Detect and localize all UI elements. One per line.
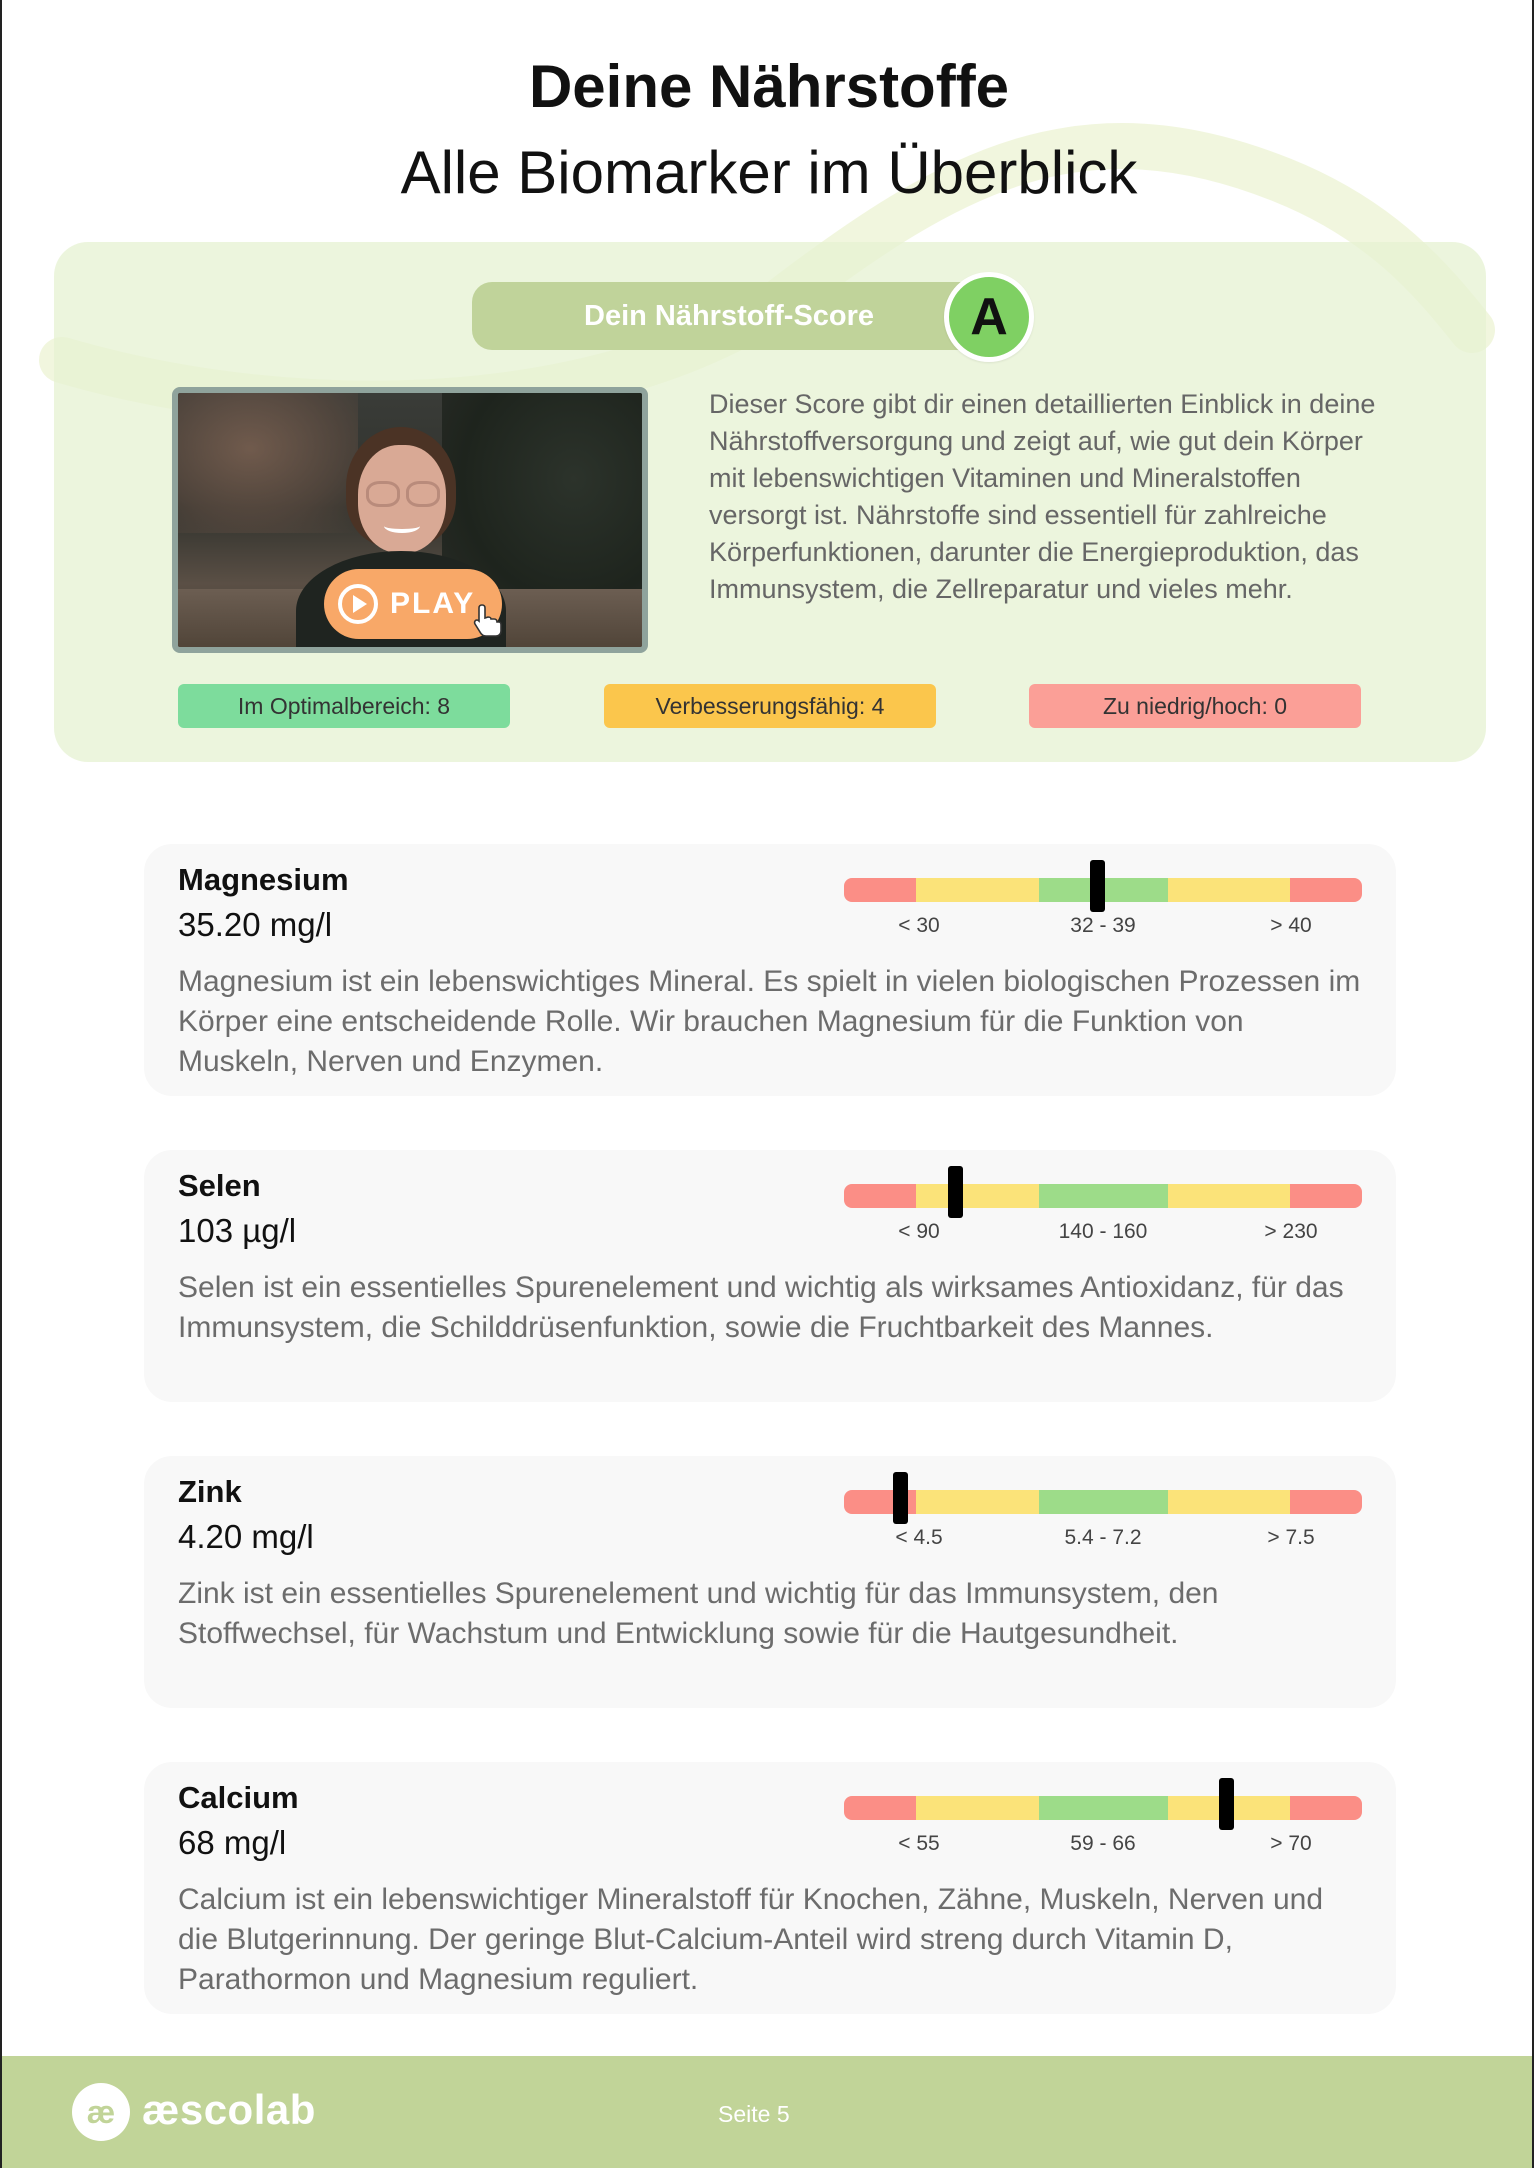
biomarker-value: 4.20 mg/l xyxy=(178,1518,314,1555)
glasses-left xyxy=(366,481,400,507)
biomarker-value: 35.20 mg/l xyxy=(178,906,333,943)
video-thumbnail[interactable] xyxy=(172,387,648,653)
range-bar xyxy=(844,1490,1362,1514)
biomarker-card-zink xyxy=(144,1456,1396,1708)
biomarker-card-magnesium xyxy=(144,844,1396,1096)
tick-high: > 7.5 xyxy=(1267,1526,1315,1549)
logo-mark: æ xyxy=(72,2083,130,2141)
range-bar xyxy=(844,1184,1362,1208)
tick-low: < 4.5 xyxy=(895,1526,943,1549)
tick-optimal: 59 - 66 xyxy=(1070,1832,1136,1855)
range-segment-high xyxy=(1290,878,1362,902)
page-footer xyxy=(2,2056,1534,2168)
range-segment-borderline-low xyxy=(916,1490,1039,1514)
biomarker-name: Selen xyxy=(178,1168,261,1203)
page-title: Deine Nährstoffe xyxy=(528,53,1010,120)
value-marker xyxy=(893,1472,908,1524)
value-marker xyxy=(1219,1778,1234,1830)
value-marker xyxy=(1090,860,1105,912)
tick-high: > 230 xyxy=(1264,1220,1318,1243)
logo-text: æscolab xyxy=(142,2086,316,2133)
range-segment-borderline-high xyxy=(1168,1490,1290,1514)
biomarker-card-calcium xyxy=(144,1762,1396,2014)
video-background xyxy=(178,393,358,533)
range-segment-optimal xyxy=(1039,1184,1168,1208)
score-grade-badge: A xyxy=(944,272,1034,362)
biomarker-value: 68 mg/l xyxy=(178,1824,287,1861)
biomarker-description: Calcium ist ein lebenswichtiger Mineralstoff für Knochen, Zähne, Muskeln, Nerven und die Blutgerinnung. Der geringe Blut-Calcium-Anteil wird streng durch Vitamin D, Parathormon und Magnesium reguliert. xyxy=(178,1883,1324,1996)
tick-high: > 40 xyxy=(1270,914,1312,937)
range-segment-low xyxy=(844,878,916,902)
tick-high: > 70 xyxy=(1270,1832,1312,1855)
stat-optimal: Im Optimalbereich: 8 xyxy=(178,684,510,728)
biomarker-name: Calcium xyxy=(178,1780,299,1815)
stat-out-of-range: Zu niedrig/hoch: 0 xyxy=(1029,684,1361,728)
range-segment-optimal xyxy=(1039,1490,1168,1514)
hand-pointer-icon xyxy=(472,603,502,637)
biomarker-description: Magnesium ist ein lebenswichtiges Mineral. Es spielt in vielen biologischen Prozessen im Körper eine entscheidende Rolle. Wir brauchen Magnesium für die Funktion von Muskeln, Nerven und Enzymen. xyxy=(178,965,1361,1078)
tick-optimal: 32 - 39 xyxy=(1070,914,1136,937)
biomarker-card-selen xyxy=(144,1150,1396,1402)
range-segment-borderline-low xyxy=(916,1796,1039,1820)
score-description: Dieser Score gibt dir einen detaillierten Einblick in deine Nährstoffversorgung und zeigt auf, wie gut dein Körper mit lebenswichtigen Vitaminen und Mineralstoffen versorgt ist. Nährstoffe sind essentiell für zahlreiche Körperfunktionen, darunter die Energieproduktion, das Immunsystem, die Zellreparatur und vieles mehr. xyxy=(709,389,1376,604)
play-label: PLAY xyxy=(390,587,476,620)
tick-optimal: 140 - 160 xyxy=(1058,1220,1148,1243)
range-segment-high xyxy=(1290,1184,1362,1208)
tick-optimal: 5.4 - 7.2 xyxy=(1064,1526,1142,1549)
range-segment-borderline-low xyxy=(916,878,1039,902)
score-label: Dein Nährstoff-Score xyxy=(472,282,992,350)
biomarker-description: Selen ist ein essentielles Spurenelement und wichtig als wirksames Antioxidanz, für das Immunsystem, die Schilddrüsenfunktion, sowie die Fruchtbarkeit des Mannes. xyxy=(178,1271,1344,1344)
tick-low: < 55 xyxy=(898,1832,940,1855)
play-circle-icon xyxy=(338,584,378,624)
tick-low: < 90 xyxy=(898,1220,940,1243)
range-bar xyxy=(844,1796,1362,1820)
page-number: Seite 5 xyxy=(718,2101,790,2127)
range-segment-borderline-high xyxy=(1168,1184,1290,1208)
value-marker xyxy=(948,1166,963,1218)
person-smile xyxy=(384,519,420,533)
range-segment-high xyxy=(1290,1796,1362,1820)
range-segment-low xyxy=(844,1796,916,1820)
biomarker-name: Magnesium xyxy=(178,862,349,897)
range-segment-low xyxy=(844,1184,916,1208)
tick-low: < 30 xyxy=(898,914,940,937)
biomarker-name: Zink xyxy=(178,1474,242,1509)
range-segment-borderline-high xyxy=(1168,878,1290,902)
range-segment-high xyxy=(1290,1490,1362,1514)
glasses-right xyxy=(406,481,440,507)
stat-improvable: Verbesserungsfähig: 4 xyxy=(604,684,936,728)
range-segment-borderline-low xyxy=(916,1184,1039,1208)
range-segment-optimal xyxy=(1039,1796,1168,1820)
biomarker-description: Zink ist ein essentielles Spurenelement und wichtig für das Immunsystem, den Stoffwechsel, für Wachstum und Entwicklung sowie für die Hautgesundheit. xyxy=(178,1577,1219,1650)
page-subtitle: Alle Biomarker im Überblick xyxy=(400,139,1138,206)
biomarker-value: 103 µg/l xyxy=(178,1212,297,1249)
